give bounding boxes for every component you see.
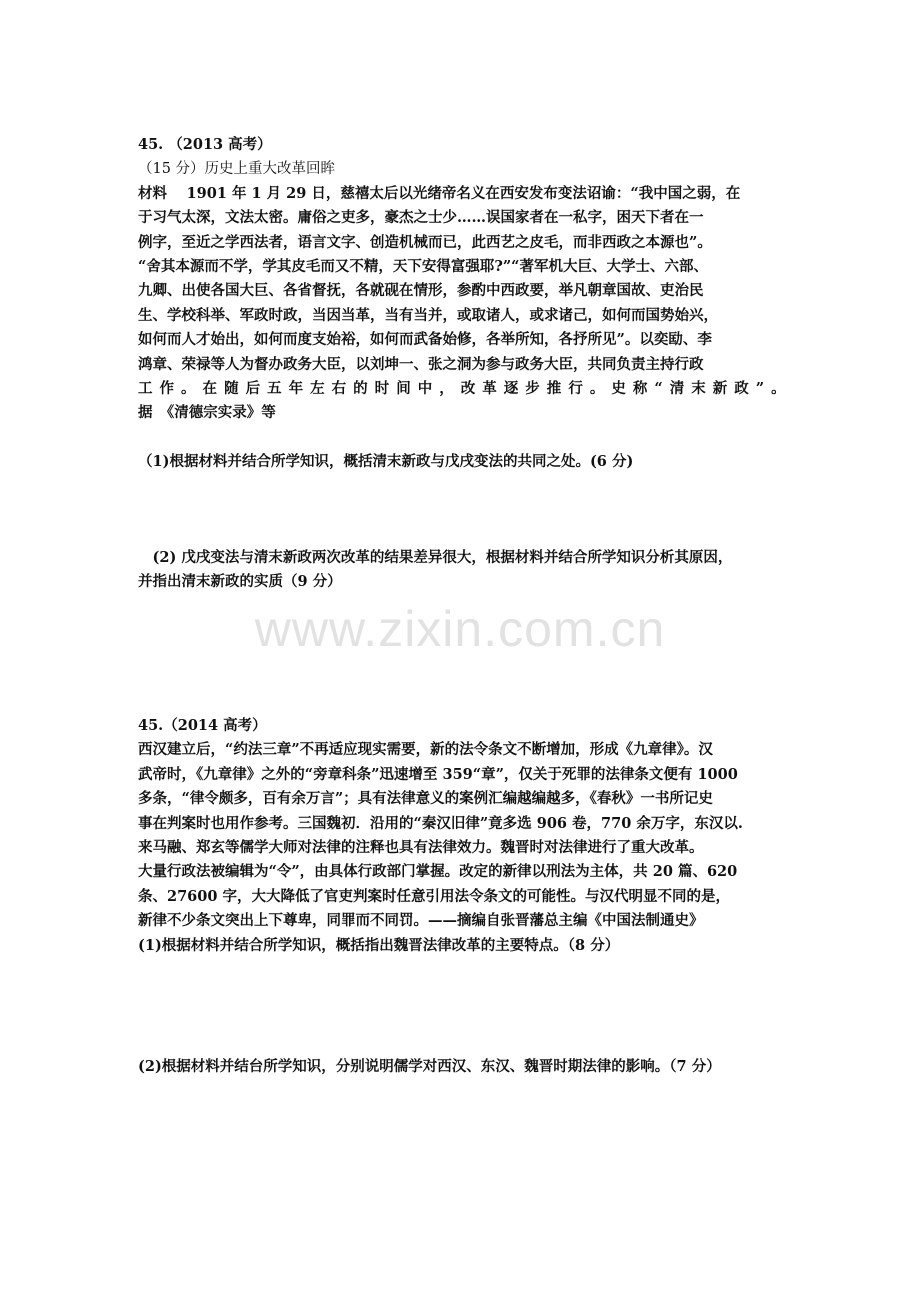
material-line: 大量行政法被编辑为“令”，由具体行政部门掌握。改定的新律以刑法为主体，共 20 篇、620 [138, 863, 738, 881]
justified-char: 称 [632, 379, 648, 397]
justified-char: 。 [181, 379, 196, 397]
material-line: “舍其本源而不学，学其皮毛而又不精，天下安得富强耶?”“著军机大巨、大学士、六部、 [138, 257, 709, 275]
material-line: 九卿、出使各国大巨、各省督抚，各就砚在情形，参酌中西政要，举凡朝章国故、吏治民 [138, 282, 704, 300]
justified-char: 年 [288, 379, 304, 397]
justified-char: ， [439, 379, 454, 397]
justified-char: 步 [525, 379, 540, 397]
sub-question-1: (1)根据材料并结合所学知识，概括指出魏晋法律改革的主要特点。（8 分） [138, 936, 620, 954]
question-2014 [138, 714, 786, 958]
justified-char: 。 [589, 379, 605, 397]
justified-char: 的 [353, 379, 368, 397]
material-line: 生、学校科举、军政时政，当因当革，当有当并，或取诸人，或求诸己，如何而国势始兴， [138, 306, 718, 324]
justified-char: 中 [417, 379, 433, 397]
watermark: www.zixin.com.cn [254, 601, 666, 657]
justified-char: 末 [691, 379, 706, 397]
material-line-justified [138, 377, 786, 401]
material-source: 据 《清德宗实录》等 [138, 404, 276, 422]
question-number: 45. （2013 高考） [138, 136, 272, 153]
material-line: 武帝时，《九章律》之外的“旁章科条”迅速增至 359“章”，仅关于死罪的法律条文便有 1000 [138, 765, 738, 783]
material-line: 材料 1901 年 1 月 29 日，慈禧太后以光绪帝名义在西安发布变法诏谕：“我中国之弱，在 [138, 184, 741, 202]
material-line: 鸿章、荣禄等人为督办政务大臣，以刘坤一、张之洞为参与政务大臣，共同负责主持行政 [138, 355, 704, 373]
justified-char: 清 [669, 379, 685, 397]
material-line: 新律不少条文突出上下尊卑，同罪而不同罚。——摘编自张晋藩总主编《中国法制通史》 [138, 912, 704, 930]
justified-char: 后 [245, 379, 261, 397]
material-line: 例字，至近之学西法者，语言文字、创造机械而已，此西艺之皮毛，而非西政之本源也”。 [138, 233, 712, 251]
sub-question-2-line: (2) 戊戌变法与清末新政两次改革的结果差异很大，根据材料并结合所学知识分析其原因， [138, 549, 733, 566]
material-line: 于习气太深，文法太密。庸俗之吏多，豪杰之士少……误国家者在一私字，困天下者在一 [138, 209, 704, 227]
justified-char: 行 [568, 379, 583, 397]
justified-char: 右 [331, 379, 347, 397]
justified-char: 五 [267, 379, 282, 397]
material-line: 如何而人才始出，如何而度支始裕，如何而武备始修，各举所知，各抒所见”。以奕劻、李 [138, 331, 712, 349]
justified-char: 随 [224, 379, 239, 397]
question-2013 [138, 133, 786, 426]
justified-char: 左 [310, 379, 325, 397]
justified-char: 时 [374, 379, 390, 397]
sub-question-1: （1)根据材料并结合所学知识，概括清末新政与戊戌变法的共同之处。(6 分) [138, 453, 634, 470]
justified-char: “ [654, 379, 663, 397]
justified-char: 改 [460, 379, 476, 397]
justified-char: 革 [482, 379, 497, 397]
sub-question-2-line: 并指出清末新政的实质（9 分） [138, 573, 342, 591]
material-text [138, 182, 786, 426]
material-line: 事在判案时也用作参考。三国魏初．沿用的“秦汉旧律”竟多选 906 卷，770 余万字，东汉以. [138, 814, 743, 832]
justified-char: 逐 [503, 379, 519, 397]
question-subtitle: （15 分）历史上重大改革回眸 [138, 161, 336, 178]
material-line: 来马融、郑玄等儒学大师对法律的注释也具有法律效力。魏晋时对法律进行了重大改革。 [138, 838, 704, 856]
question-number: 45.（2014 高考） [138, 717, 267, 734]
material-line: 多条，“律令颇多，百有余万言”；具有法律意义的案例汇编越编越多，《春秋》一书所记史 [138, 790, 713, 808]
sub-question-2-2014: (2)根据材料并结台所学知识，分别说明儒学对西汉、东汉、魏晋时期法律的影响。（7 分） [138, 1058, 721, 1075]
justified-char: 间 [396, 379, 411, 397]
justified-char: 。 [771, 379, 786, 397]
sub-question-2 [138, 546, 786, 595]
material-line: 条、27600 字，大大降低了官吏判案时任意引用法令条文的可能性。与汉代明显不同的是， [138, 887, 730, 905]
justified-char: 作 [159, 379, 175, 397]
justified-char: 推 [546, 379, 562, 397]
justified-char: 工 [138, 379, 153, 397]
justified-char: 新 [712, 379, 728, 397]
justified-char: 史 [611, 379, 626, 397]
justified-char: ” [755, 379, 765, 397]
material-line: 西汉建立后，“约法三章”不再适应现实需要，新的法令条文不断增加，形成《九章律》。汉 [138, 741, 713, 759]
justified-char: 政 [734, 379, 749, 397]
justified-char: 在 [202, 379, 218, 397]
